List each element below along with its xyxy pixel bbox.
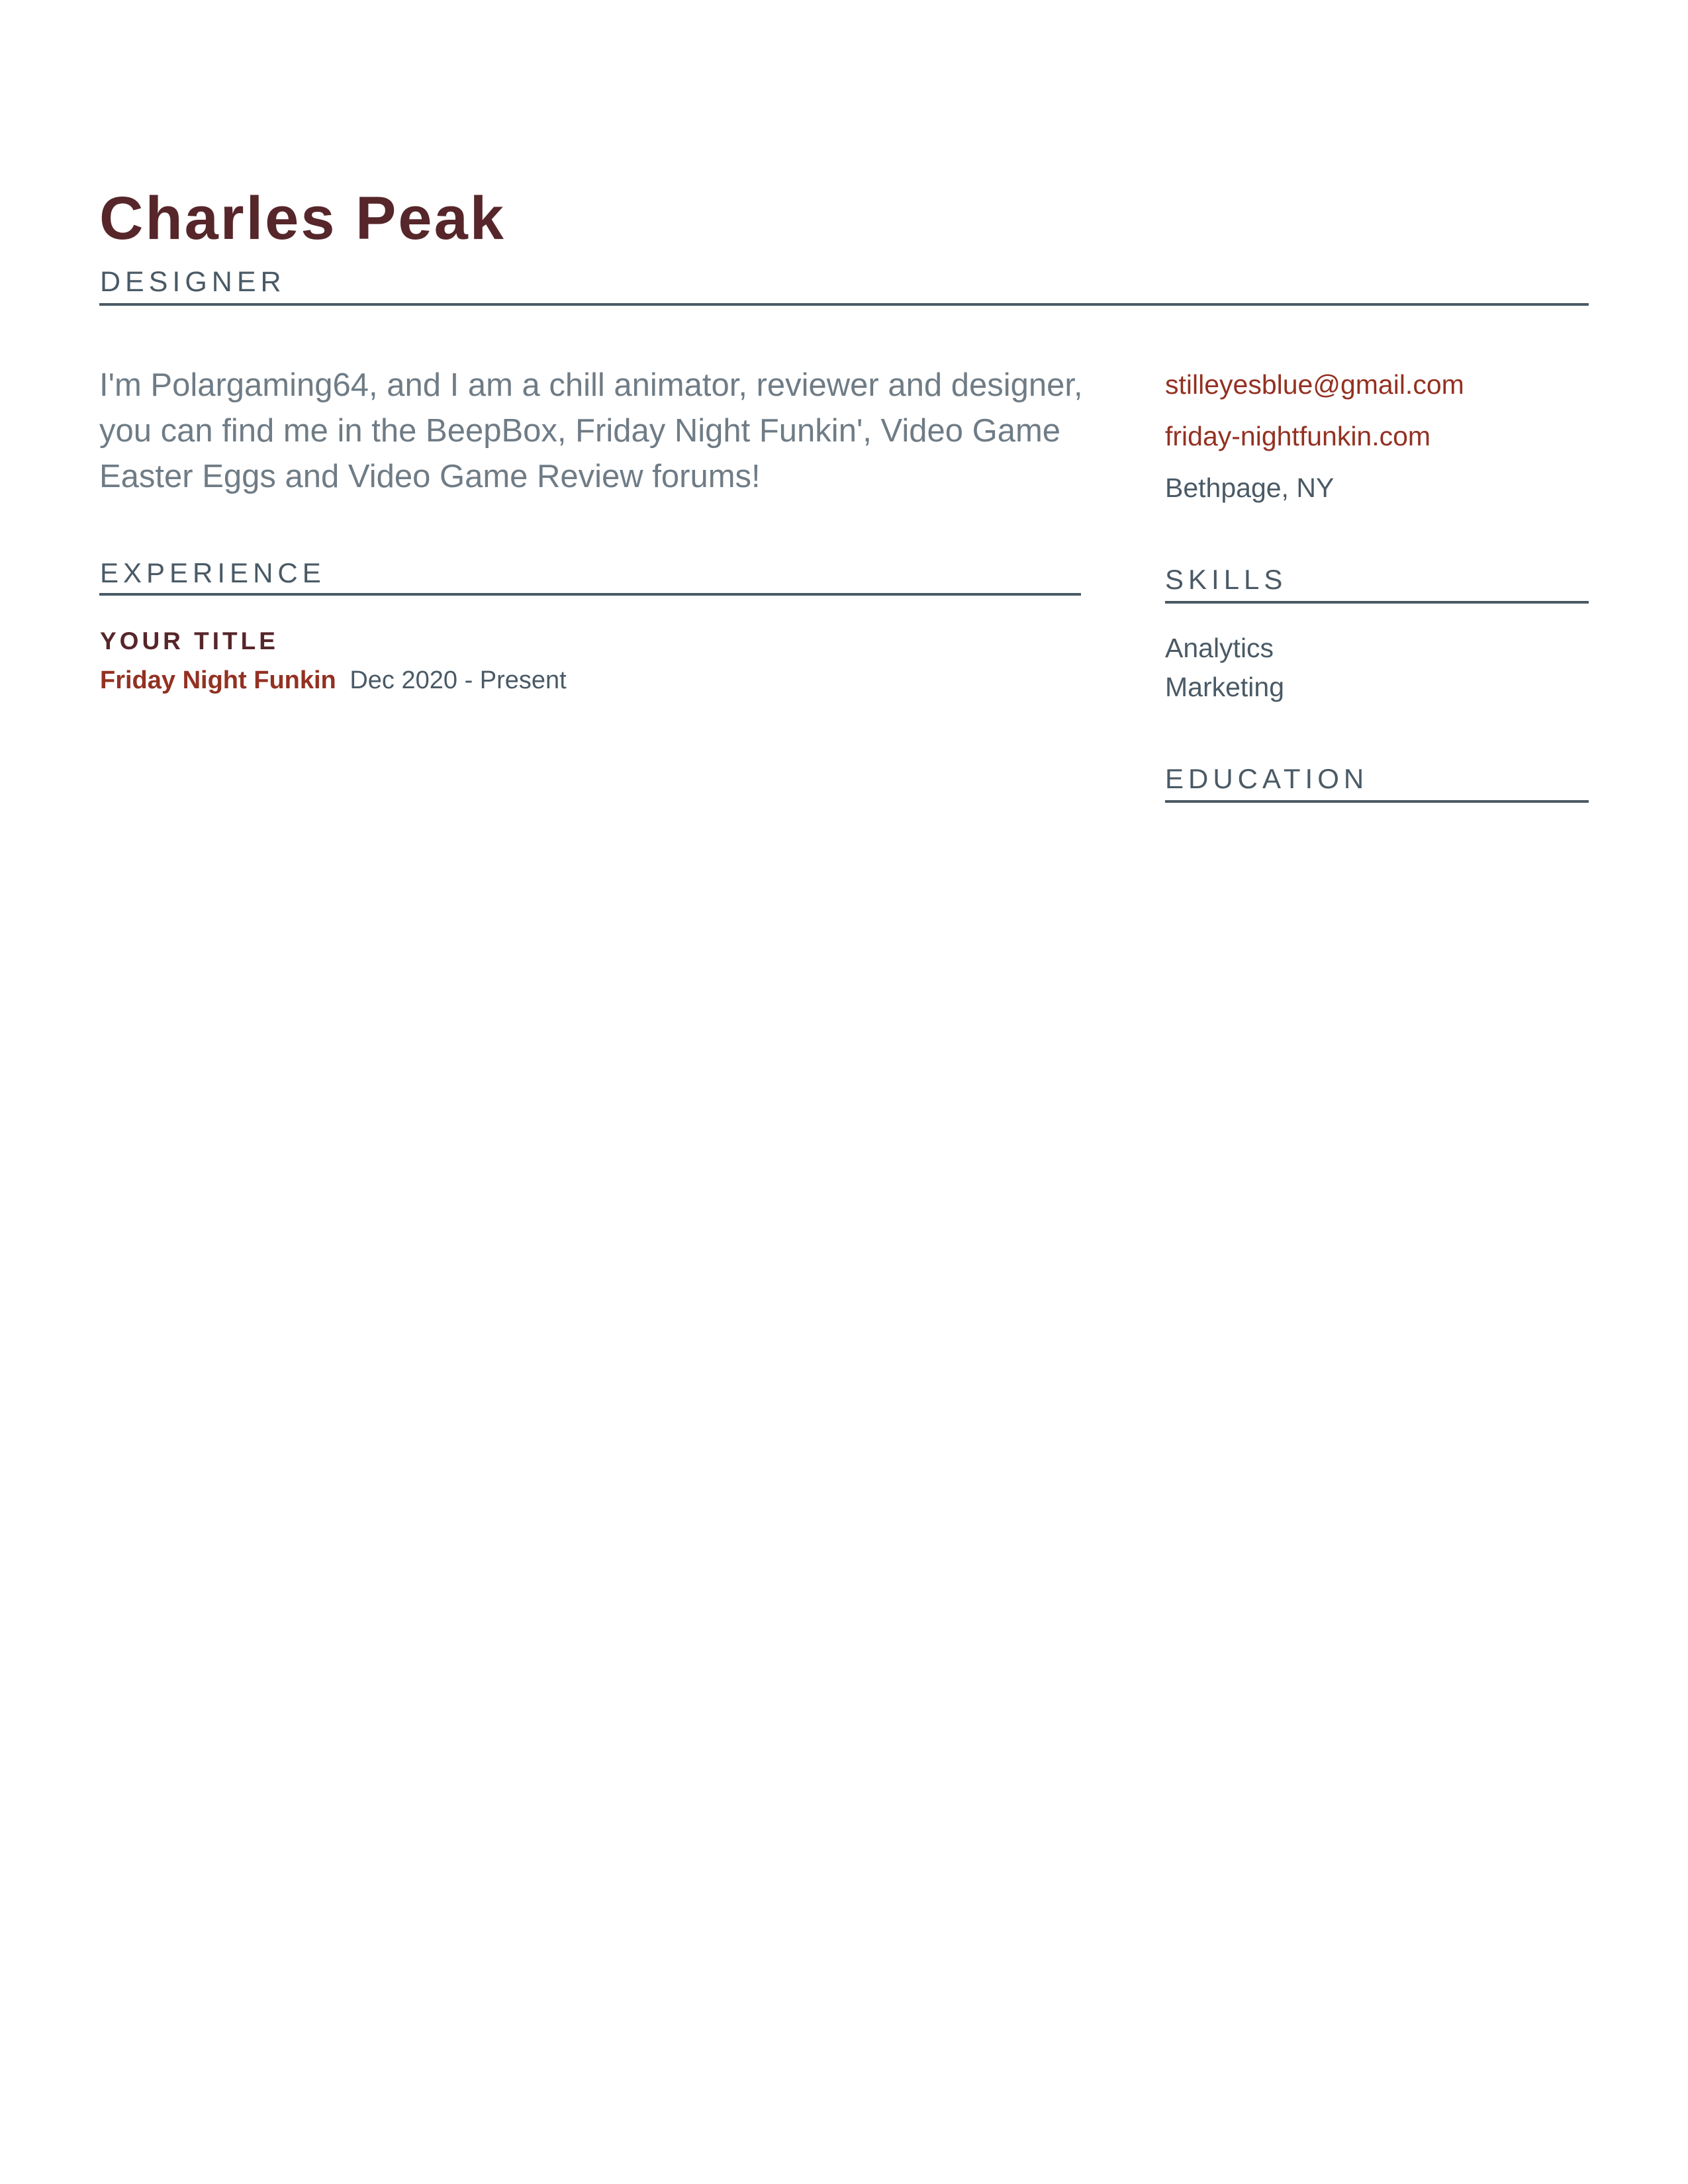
job-company: Friday Night Funkin bbox=[100, 666, 336, 694]
candidate-name: Charles Peak bbox=[99, 185, 506, 252]
email-link[interactable]: stilleyesblue@gmail.com bbox=[1165, 369, 1464, 400]
candidate-role: DESIGNER bbox=[100, 266, 286, 298]
location-text: Bethpage, NY bbox=[1165, 473, 1335, 503]
experience-divider bbox=[99, 593, 1081, 596]
job-title: YOUR TITLE bbox=[100, 627, 279, 655]
header-divider bbox=[99, 303, 1589, 306]
job-dates: Dec 2020 - Present bbox=[350, 666, 567, 694]
education-divider bbox=[1165, 800, 1589, 803]
job-details bbox=[100, 664, 567, 696]
skills-heading: SKILLS bbox=[1165, 564, 1288, 595]
skill-item: Analytics bbox=[1165, 633, 1274, 663]
summary-text: I'm Polargaming64, and I am a chill animator, reviewer and designer, you can find me in the BeepBox, Friday Night Funkin', Video Game Easter Eggs and Video Game Review forums! bbox=[99, 367, 1083, 494]
website-link[interactable]: friday-nightfunkin.com bbox=[1165, 421, 1431, 451]
experience-heading: EXPERIENCE bbox=[100, 557, 326, 588]
skill-item: Marketing bbox=[1165, 672, 1285, 702]
education-heading: EDUCATION bbox=[1165, 763, 1369, 794]
skills-divider bbox=[1165, 601, 1589, 604]
